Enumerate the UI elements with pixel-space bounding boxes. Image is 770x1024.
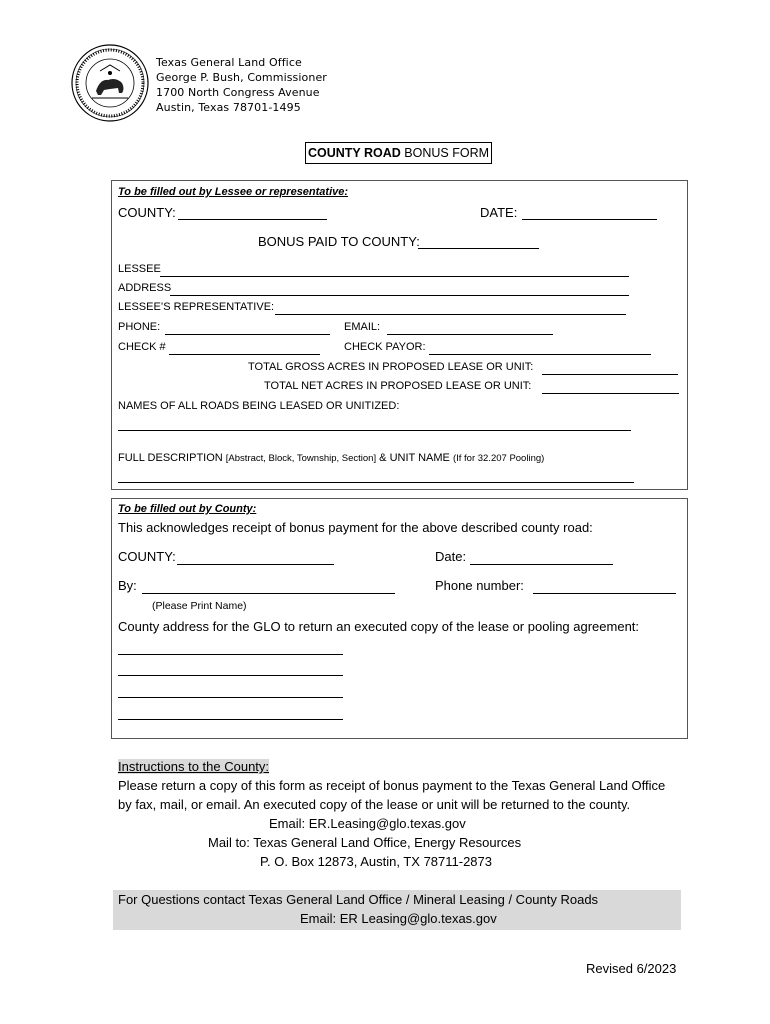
- county-date-label: Date:: [435, 549, 467, 564]
- texas-glo-seal-icon: [70, 43, 150, 123]
- roads-label: NAMES OF ALL ROADS BEING LEASED OR UNITIZED:: [118, 400, 400, 412]
- title-rest: BONUS FORM: [404, 146, 490, 160]
- acknowledgement-text: This acknowledges receipt of bonus payment for the above described county road:: [118, 520, 593, 535]
- bonus-paid-label: BONUS PAID TO COUNTY:: [258, 234, 420, 249]
- header-city: Austin, Texas 78701-1495: [156, 101, 301, 114]
- county-date-field[interactable]: [470, 564, 613, 565]
- lessee-field[interactable]: [160, 276, 629, 277]
- lessee-date-label: DATE:: [480, 205, 518, 220]
- unit-name-label: & UNIT NAME: [379, 452, 450, 464]
- title-bold: COUNTY ROAD: [307, 146, 401, 160]
- lessee-section-heading: To be filled out by Lessee or representative:: [118, 186, 349, 198]
- instructions-po-box: P. O. Box 12873, Austin, TX 78711-2873: [260, 854, 493, 869]
- instructions-email: Email: ER.Leasing@glo.texas.gov: [269, 816, 466, 831]
- county-address-line-1[interactable]: [118, 654, 343, 655]
- county-phone-field[interactable]: [533, 593, 676, 594]
- form-title: [305, 142, 492, 164]
- pooling-note: (If for 32.207 Pooling): [452, 453, 545, 464]
- gross-acres-label: TOTAL GROSS ACRES IN PROPOSED LEASE OR UNIT:: [248, 361, 534, 373]
- by-field[interactable]: [142, 593, 395, 594]
- county-county-label: COUNTY:: [118, 549, 176, 564]
- phone-field[interactable]: [165, 334, 330, 335]
- full-description-label: FULL DESCRIPTION: [118, 452, 223, 464]
- revised-date: Revised 6/2023: [586, 961, 677, 976]
- full-description-note: [Abstract, Block, Township, Section]: [225, 453, 377, 464]
- representative-field[interactable]: [275, 314, 626, 315]
- check-field[interactable]: [169, 354, 320, 355]
- county-address-line-2[interactable]: [118, 675, 343, 676]
- instructions-heading: Instructions to the County:: [118, 759, 270, 774]
- county-county-field[interactable]: [177, 564, 334, 565]
- lessee-date-field[interactable]: [522, 219, 657, 220]
- bonus-paid-field[interactable]: [418, 248, 539, 249]
- header-org: Texas General Land Office: [156, 56, 302, 69]
- header-street: 1700 North Congress Avenue: [156, 86, 320, 99]
- county-address-line-4[interactable]: [118, 719, 343, 720]
- lessee-label: LESSEE: [118, 263, 161, 275]
- county-section-heading: To be filled out by County:: [118, 503, 257, 515]
- county-phone-label: Phone number:: [435, 578, 524, 593]
- print-name-note: (Please Print Name): [152, 600, 247, 612]
- check-label: CHECK #: [118, 341, 166, 353]
- check-payor-label: CHECK PAYOR:: [344, 341, 426, 353]
- contact-line-2: Email: ER Leasing@glo.texas.gov: [300, 911, 497, 926]
- gross-acres-field[interactable]: [542, 374, 678, 375]
- lessee-county-field[interactable]: [178, 219, 327, 220]
- address-label: ADDRESS: [118, 282, 172, 294]
- by-label: By:: [118, 578, 137, 593]
- net-acres-label: TOTAL NET ACRES IN PROPOSED LEASE OR UNIT:: [264, 380, 532, 392]
- header-commissioner: George P. Bush, Commissioner: [156, 71, 327, 84]
- check-payor-field[interactable]: [429, 354, 651, 355]
- address-field[interactable]: [170, 295, 629, 296]
- lessee-section: [111, 180, 688, 490]
- county-address-line-3[interactable]: [118, 697, 343, 698]
- contact-line-1: For Questions contact Texas General Land Office / Mineral Leasing / County Roads: [118, 892, 599, 907]
- roads-field[interactable]: [118, 430, 631, 431]
- net-acres-field[interactable]: [542, 393, 679, 394]
- instructions-line-2: by fax, mail, or email. An executed copy of the lease or unit will be returned to the county.: [118, 797, 631, 812]
- instructions-line-1: Please return a copy of this form as receipt of bonus payment to the Texas General Land Office: [118, 778, 666, 793]
- email-field[interactable]: [387, 334, 553, 335]
- representative-label: LESSEE’S REPRESENTATIVE:: [118, 301, 275, 313]
- phone-label: PHONE:: [118, 321, 161, 333]
- lessee-county-label: COUNTY:: [118, 205, 176, 220]
- full-description-row: [118, 452, 544, 464]
- county-address-text: County address for the GLO to return an executed copy of the lease or pooling agreement:: [118, 619, 640, 634]
- email-label: EMAIL:: [344, 321, 381, 333]
- full-description-field[interactable]: [118, 482, 634, 483]
- instructions-mail: Mail to: Texas General Land Office, Energy Resources: [208, 835, 522, 850]
